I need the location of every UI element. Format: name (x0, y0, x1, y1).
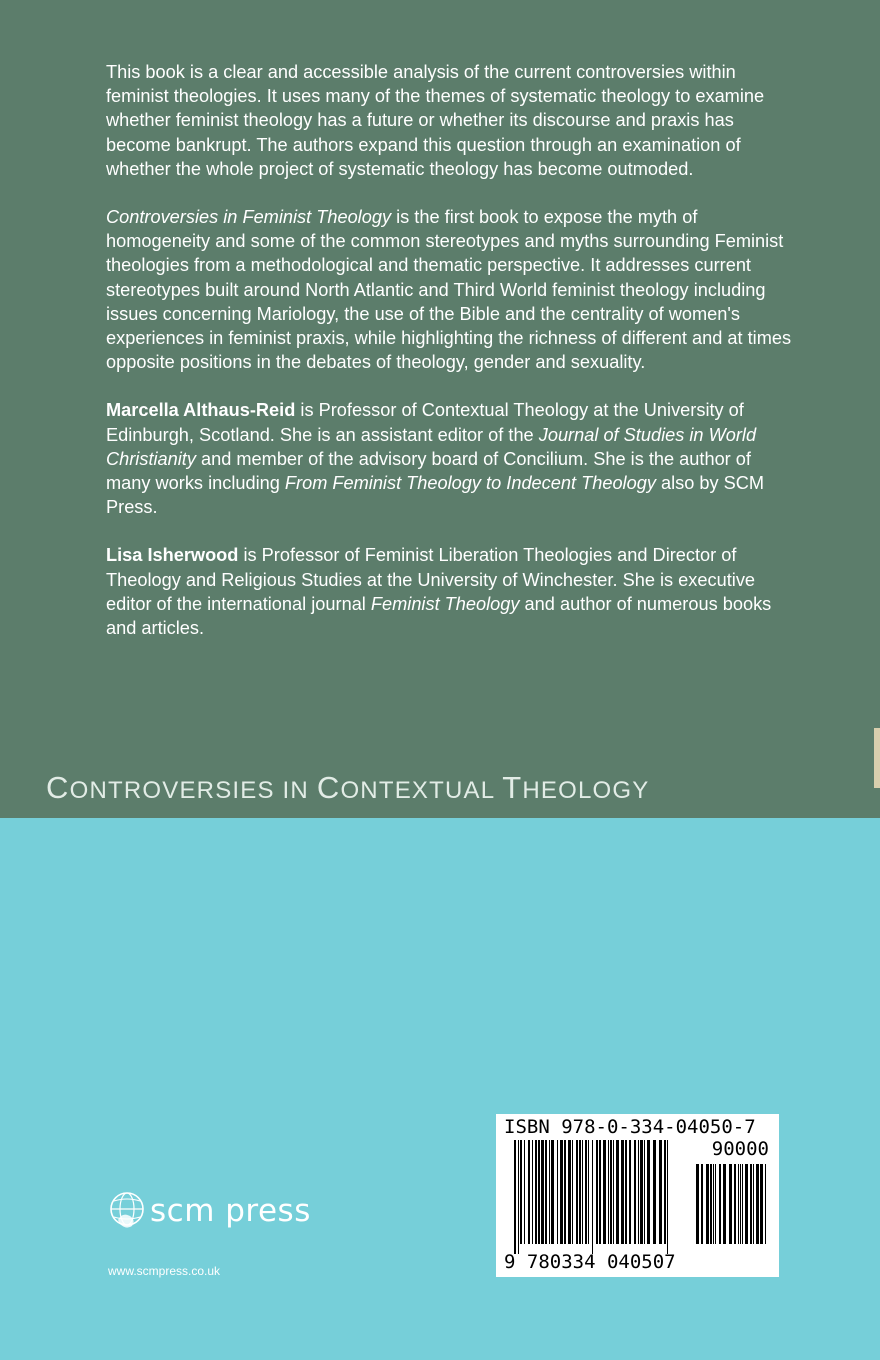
barcode-bar (640, 1140, 643, 1244)
barcode-bar (545, 1140, 547, 1244)
barcode-bar (541, 1140, 544, 1244)
barcode-bar (579, 1140, 581, 1244)
barcode-bar (524, 1140, 525, 1244)
author-name: Lisa Isherwood (106, 545, 239, 566)
price-code: 90000 (711, 1138, 769, 1160)
barcode-bar (549, 1140, 550, 1244)
barcode-bar (568, 1140, 571, 1244)
barcode-bar (625, 1140, 627, 1244)
barcode-bar (582, 1140, 583, 1244)
barcode-bar (740, 1164, 741, 1244)
barcode-bar (664, 1140, 666, 1244)
barcode-bar (616, 1140, 619, 1244)
blurb-text (106, 60, 796, 664)
barcode-bar (629, 1140, 631, 1244)
barcode-bar (715, 1164, 716, 1244)
barcode-bar (596, 1140, 598, 1244)
ean-number: 9 780334 040507 (504, 1251, 676, 1273)
barcode-bar (742, 1164, 743, 1244)
barcode-bar (710, 1164, 712, 1244)
barcode-bar (638, 1140, 639, 1244)
bottom-panel (0, 818, 880, 1360)
barcode-bar (592, 1140, 593, 1254)
barcode-bar (560, 1140, 563, 1244)
barcode-bar (535, 1140, 537, 1244)
barcode-bar (621, 1140, 624, 1244)
author-name: Marcella Althaus-Reid (106, 400, 296, 421)
blurb-paragraph-1: This book is a clear and accessible analysis of the current controversies within feminist theologies. It uses many of the themes of systematic theology to examine whether feminist theology has a future or whether its discourse and praxis has become bankrupt. The authors expand this question through an examination of whether the whole project of systematic theology has become outmoded. (106, 62, 765, 179)
barcode-addon-bars (696, 1164, 768, 1254)
author-bio-2: Lisa Isherwood is Professor of Feminist Liberation Theologies and Director of Theology and Religious Studies at the University of Winchester. She is executive editor of the international journal Feminist Theology and author of numerous books and articles. (106, 545, 772, 639)
barcode-bar (572, 1140, 573, 1244)
barcode-bar (696, 1164, 699, 1244)
barcode-bar (603, 1140, 606, 1244)
barcode (496, 1114, 779, 1277)
barcode-bar (551, 1140, 554, 1244)
barcode-bar (706, 1164, 709, 1244)
publisher-name: scm press (150, 1193, 311, 1229)
barcode-bar (528, 1140, 530, 1244)
barcode-bar (520, 1140, 522, 1244)
barcode-bar (701, 1164, 703, 1244)
barcode-bar (765, 1164, 766, 1244)
barcode-bar (608, 1140, 609, 1244)
barcode-bar (585, 1140, 587, 1244)
barcode-bar (659, 1140, 662, 1244)
series-title: CONTROVERSIES IN CONTEXTUAL THEOLOGY (46, 770, 650, 805)
barcode-bar (644, 1140, 645, 1244)
barcode-bar (538, 1140, 540, 1244)
barcode-bar (532, 1140, 533, 1244)
publisher-logo (108, 1190, 311, 1232)
barcode-bar (518, 1140, 519, 1254)
barcode-bar (719, 1164, 721, 1244)
barcode-bar (667, 1140, 668, 1254)
barcode-bar (723, 1164, 726, 1244)
barcode-bar (588, 1140, 589, 1244)
page-edge (874, 728, 880, 788)
book-title: Controversies in Feminist Theology (106, 207, 392, 228)
barcode-bar (713, 1164, 714, 1244)
barcode-bar (576, 1140, 578, 1244)
barcode-bar (750, 1164, 752, 1244)
barcode-bar (745, 1164, 748, 1244)
barcode-bar (734, 1164, 736, 1244)
barcode-bar (564, 1140, 566, 1244)
isbn-number: ISBN 978-0-334-04050-7 (504, 1116, 756, 1138)
barcode-bar (753, 1164, 754, 1244)
barcode-bar (647, 1140, 650, 1244)
publisher-url: www.scmpress.co.uk (108, 1264, 221, 1278)
barcode-bar (634, 1140, 636, 1244)
barcode-bar (514, 1140, 516, 1254)
barcode-bar (756, 1164, 759, 1244)
barcode-bar (760, 1164, 763, 1244)
barcode-bar (557, 1140, 558, 1244)
barcode-bars (514, 1140, 670, 1254)
barcode-bar (653, 1140, 656, 1244)
barcode-bar (613, 1140, 614, 1244)
barcode-bar (599, 1140, 601, 1244)
globe-icon (108, 1190, 146, 1232)
author-bio-1: Marcella Althaus-Reid is Professor of Contextual Theology at the University of Edinburgh, Scotland. She is an assistant editor of the Journal of Studies in World Christianity and member of the advisory board of Concilium. She is the author of many works including From Feminist Theology to Indecent Theology also by SCM Press. (106, 400, 765, 518)
barcode-bar (610, 1140, 612, 1244)
barcode-bar (729, 1164, 732, 1244)
blurb-paragraph-2: Controversies in Feminist Theology is the first book to expose the myth of homogeneity and some of the common stereotypes and myths surrounding Feminist theologies from a methodological and thematic perspective. It addresses current stereotypes built around North Atlantic and Third World feminist theology including issues concerning Mariology, the use of the Bible and the centrality of women's experiences in feminist praxis, while highlighting the richness of different and at times opposite positions in the debates of theology, gender and sexuality. (106, 207, 792, 373)
barcode-bar (738, 1164, 739, 1244)
